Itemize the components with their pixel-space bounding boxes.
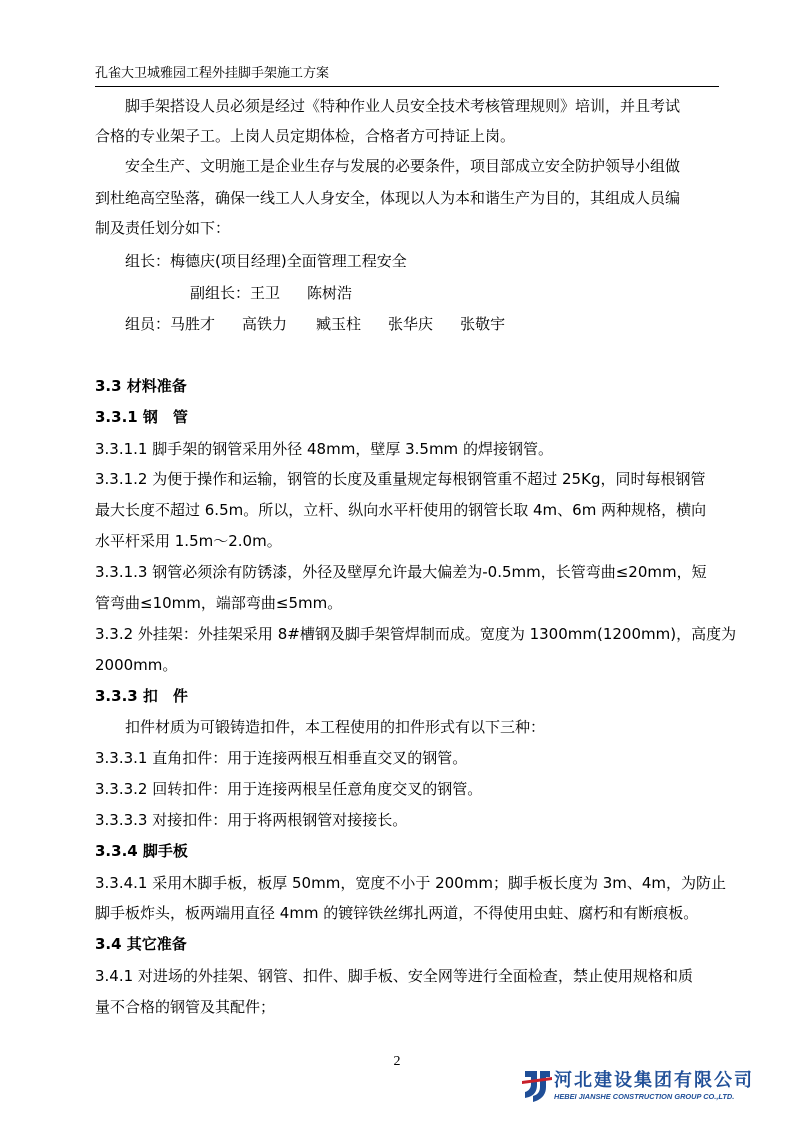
paragraph-line: 合格的专业架子工。上岗人员定期体检，合格者方可持证上岗。 [95,127,516,145]
group-leader: 组长：梅德庆(项目经理)全面管理工程安全 [125,252,407,270]
header-divider [95,86,719,87]
paragraph-line: 扣件材质为可锻铸造扣件，本工程使用的扣件形式有以下三种： [125,718,546,736]
page-number: 2 [393,1054,401,1069]
paragraph-line: 3.3.3.2 回转扣件：用于连接两根呈任意角度交叉的钢管。 [95,780,483,798]
member-name: 高铁力 [242,315,288,333]
company-logo [522,1065,762,1107]
member-name: 张敬宇 [460,315,506,333]
deputy-leader-first: 副组长：王卫 [190,284,281,302]
member-name: 臧玉柱 [316,315,362,333]
member-name: 张华庆 [388,315,434,333]
paragraph-line: 3.3.4.1 采用木脚手板，板厚 50mm，宽度不小于 200mm；脚手板长度为 3m、4m，为防止 [95,874,727,892]
paragraph-line: 3.3.1.2 为便于操作和运输，钢管的长度及重量规定每根钢管重不超过 25Kg，同时每根钢管 [95,470,706,488]
paragraph-line: 3.3.2 外挂架：外挂架采用 8#槽钢及脚手架管焊制而成。宽度为 1300mm(1200mm)，高度为 [95,625,737,643]
paragraph-line: 3.4.1 对进场的外挂架、钢管、扣件、脚手板、安全网等进行全面检查，禁止使用规格和质 [95,967,693,985]
paragraph-line: 3.3.1.1 脚手架的钢管采用外径 48mm，壁厚 3.5mm 的焊接钢管。 [95,440,553,458]
paragraph-line: 脚手板炸头，板两端用直径 4mm 的镀锌铁丝绑扎两道，不得使用虫蛀、腐朽和有断痕板。 [95,904,699,922]
section-heading: 3.3.1 钢 管 [95,408,188,426]
paragraph-line: 3.3.1.3 钢管必须涂有防锈漆，外径及壁厚允许最大偏差为-0.5mm，长管弯曲≤20mm，短 [95,563,707,581]
paragraph-line: 安全生产、文明施工是企业生存与发展的必要条件，项目部成立安全防护领导小组做 [125,157,681,175]
company-emblem-icon [522,1067,552,1103]
group-members [125,314,505,334]
paragraph-line: 脚手架搭设人员必须是经过《特种作业人员安全技术考核管理规则》培训，并且考试 [125,97,681,115]
paragraph-line: 3.3.3.1 直角扣件：用于连接两根互相垂直交叉的钢管。 [95,749,468,767]
section-heading: 3.3 材料准备 [95,377,187,395]
paragraph-line: 量不合格的钢管及其配件； [95,998,276,1016]
document-title: 孔雀大卫城雅园工程外挂脚手架施工方案 [95,66,330,81]
paragraph-line: 到杜绝高空坠落，确保一线工人人身安全，体现以人为本和谐生产为目的，其组成人员编 [95,189,681,207]
section-heading: 3.3.3 扣 件 [95,687,188,705]
paragraph-line: 2000mm。 [95,656,178,674]
paragraph-line: 最大长度不超过 6.5m。所以，立杆、纵向水平杆使用的钢管长取 4m、6m 两种规格，横向 [95,501,707,519]
paragraph-line: 水平杆采用 1.5m～2.0m。 [95,532,282,550]
deputy-leader [190,283,352,303]
paragraph-line: 3.3.3.3 对接扣件：用于将两根钢管对接接长。 [95,811,408,829]
deputy-leader-second: 陈树浩 [307,284,353,302]
section-heading: 3.3.4 脚手板 [95,842,188,860]
company-name-english: HEBEI JIANSHE CONSTRUCTION GROUP CO.,LTD. [554,1092,735,1101]
company-name: 河北建设集团有限公司 [554,1070,754,1091]
section-heading: 3.4 其它准备 [95,935,187,953]
member-label: 组员：马胜才 [125,315,216,333]
paragraph-line: 管弯曲≤10mm，端部弯曲≤5mm。 [95,594,343,612]
paragraph-line: 制及责任划分如下： [95,219,231,237]
